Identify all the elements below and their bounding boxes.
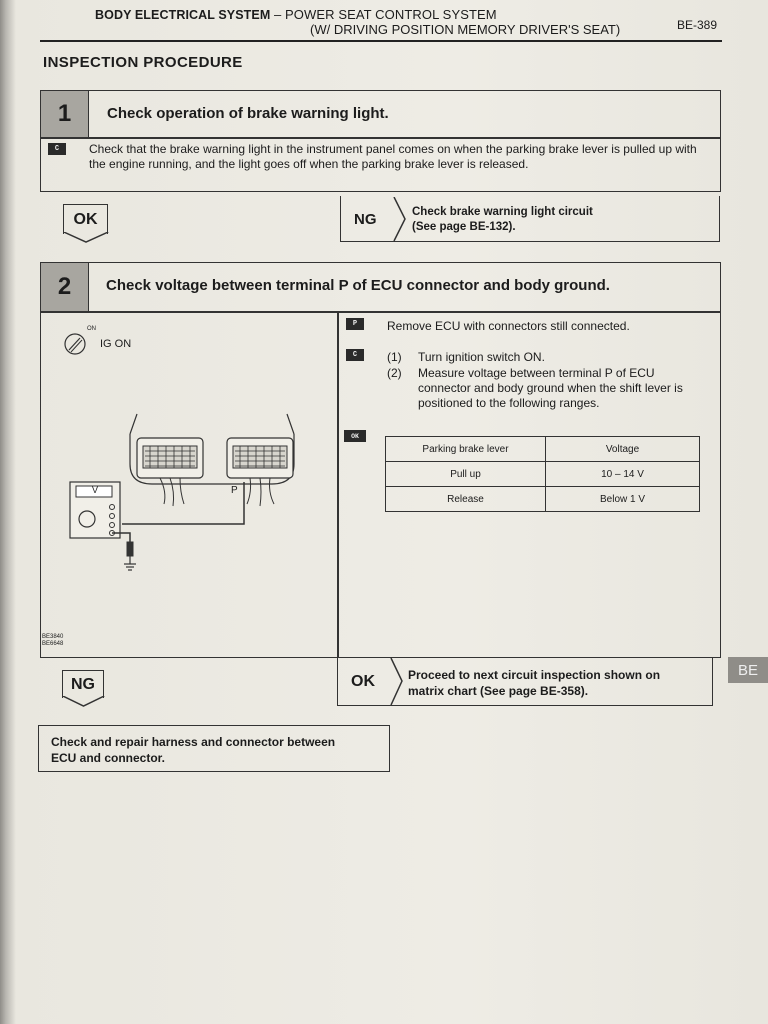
table-row bbox=[386, 462, 700, 487]
section-title: INSPECTION PROCEDURE bbox=[43, 54, 243, 71]
ecu-wiring-diagram bbox=[42, 314, 336, 654]
table-row bbox=[386, 487, 700, 512]
step2-check-item-1 bbox=[387, 350, 712, 365]
check-item-2-text: Measure voltage between terminal P of ECU connector and body ground when the shift lever is positioned to the following ranges. bbox=[418, 366, 683, 410]
voltage-table-header bbox=[386, 437, 700, 462]
step2-prep-text: Remove ECU with connectors still connected. bbox=[387, 319, 630, 333]
step2-ok-label: OK bbox=[351, 673, 375, 690]
table-header-voltage: Voltage bbox=[546, 437, 700, 462]
wire-harness bbox=[160, 478, 274, 506]
step2-ok-tag: OK bbox=[344, 430, 366, 442]
step1-ng-action bbox=[412, 205, 593, 235]
step2-check-tag: C bbox=[346, 349, 364, 361]
step1-number: 1 bbox=[41, 91, 89, 137]
repair-line2: ECU and connector. bbox=[51, 751, 166, 765]
step1-ng-label: NG bbox=[354, 211, 377, 228]
step1-check-tag: C bbox=[48, 143, 66, 155]
check-item-1-num: (1) bbox=[387, 350, 402, 364]
side-tab-be: BE bbox=[728, 657, 768, 683]
ignition-switch-icon bbox=[65, 334, 85, 354]
switch-on-label: ON bbox=[87, 326, 96, 332]
step1-ng-action-line2: (See page BE-132). bbox=[412, 221, 516, 233]
terminal-p-label: P bbox=[231, 485, 238, 496]
ecu-connector-right bbox=[227, 438, 293, 478]
step2-ng-pointer bbox=[62, 696, 105, 708]
table-cell: 10 – 14 V bbox=[546, 462, 700, 487]
step2-ok-action-line1: Proceed to next circuit inspection shown on bbox=[408, 668, 661, 682]
step1-title-divider bbox=[41, 137, 720, 139]
ig-on-label: IG ON bbox=[100, 338, 132, 350]
step1-ng-chevron bbox=[393, 197, 407, 241]
repair-box bbox=[38, 725, 390, 772]
step2-column-divider bbox=[337, 312, 339, 657]
step2-number: 2 bbox=[41, 263, 89, 311]
table-cell: Pull up bbox=[386, 462, 546, 487]
header-system bbox=[95, 7, 497, 22]
step2-ok-action-line2: matrix chart (See page BE-358). bbox=[408, 684, 589, 698]
step2-prep-tag: P bbox=[346, 318, 364, 330]
header-system-name: BODY ELECTRICAL SYSTEM bbox=[95, 8, 271, 22]
repair-line1: Check and repair harness and connector between bbox=[51, 735, 336, 749]
check-item-1-text: Turn ignition switch ON. bbox=[418, 350, 545, 364]
page-number: BE-389 bbox=[677, 18, 718, 32]
voltmeter-label: V bbox=[92, 485, 99, 495]
step2-ok-action bbox=[408, 667, 660, 699]
table-header-lever: Parking brake lever bbox=[386, 437, 546, 462]
step2-ng-result: NG bbox=[62, 670, 104, 698]
header-subsystem: – POWER SEAT CONTROL SYSTEM bbox=[273, 7, 497, 22]
step1-ok-result: OK bbox=[63, 204, 108, 234]
step1-title: Check operation of brake warning light. bbox=[107, 105, 389, 122]
step1-check-text: Check that the brake warning light in the instrument panel comes on when the parking brake lever is pulled up with the engine running, and the light goes off when the parking brake lever is released. bbox=[89, 142, 697, 171]
voltage-table bbox=[385, 436, 700, 512]
step1-ng-action-line1: Check brake warning light circuit bbox=[412, 206, 593, 218]
step2-title-divider bbox=[41, 311, 720, 313]
header-rule bbox=[40, 40, 722, 42]
figure-code-1: BE3840 bbox=[42, 634, 64, 640]
check-item-2-num: (2) bbox=[387, 366, 402, 380]
step2-ok-chevron bbox=[390, 658, 404, 705]
step2-title: Check voltage between terminal P of ECU connector and body ground. bbox=[106, 277, 610, 294]
figure-code-2: BE6648 bbox=[42, 641, 64, 647]
ecu-connector-left bbox=[137, 438, 203, 478]
step1-ok-pointer bbox=[63, 232, 109, 244]
table-cell: Below 1 V bbox=[546, 487, 700, 512]
step2-check-item-2 bbox=[387, 366, 705, 411]
probe-wire bbox=[122, 482, 244, 524]
table-cell: Release bbox=[386, 487, 546, 512]
header-subtitle: (W/ DRIVING POSITION MEMORY DRIVER'S SEAT) bbox=[310, 22, 621, 37]
